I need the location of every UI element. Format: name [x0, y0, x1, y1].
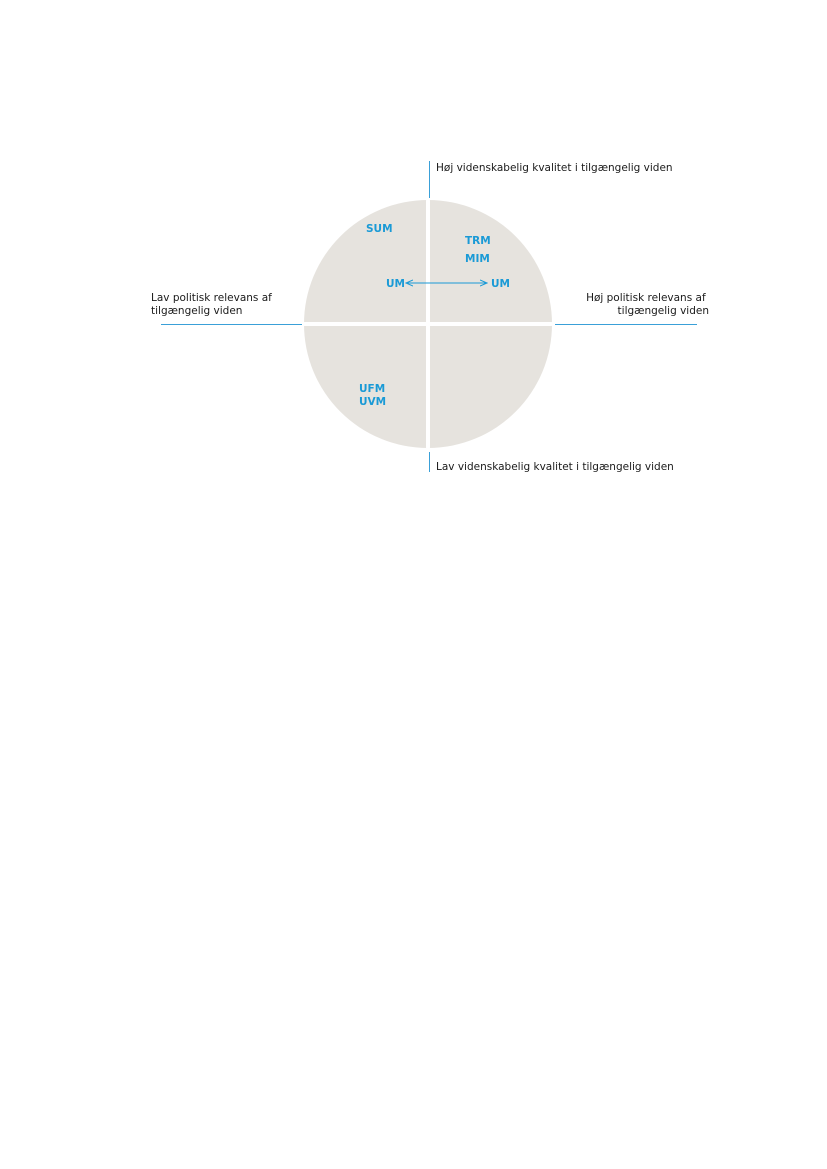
um-end-label: UM	[491, 278, 510, 290]
left-axis-label-line-1: Lav politisk relevans af	[151, 292, 272, 304]
bottom-axis-label: Lav videnskabelig kvalitet i tilgængelig viden	[436, 461, 674, 473]
right-axis-label-line-1: Høj politisk relevans af	[586, 292, 706, 304]
um-start-label: UM	[386, 278, 405, 290]
right-axis-label-line-2: tilgængelig viden	[617, 305, 709, 317]
quadrant-circle	[300, 196, 556, 452]
right-axis-label	[586, 292, 709, 317]
left-axis-label	[151, 292, 275, 317]
ministry-label-mim: MIM	[465, 253, 490, 265]
ministry-label-trm: TRM	[465, 235, 491, 247]
ministry-label-sum: SUM	[366, 223, 393, 235]
top-axis-label: Høj videnskabelig kvalitet i tilgængelig viden	[436, 162, 673, 174]
horizontal-divider	[300, 322, 556, 326]
ministry-label-ufm: UFM	[359, 383, 386, 395]
left-axis-label-line-2: tilgængelig viden	[151, 305, 243, 317]
ministry-label-uvm: UVM	[359, 396, 387, 408]
